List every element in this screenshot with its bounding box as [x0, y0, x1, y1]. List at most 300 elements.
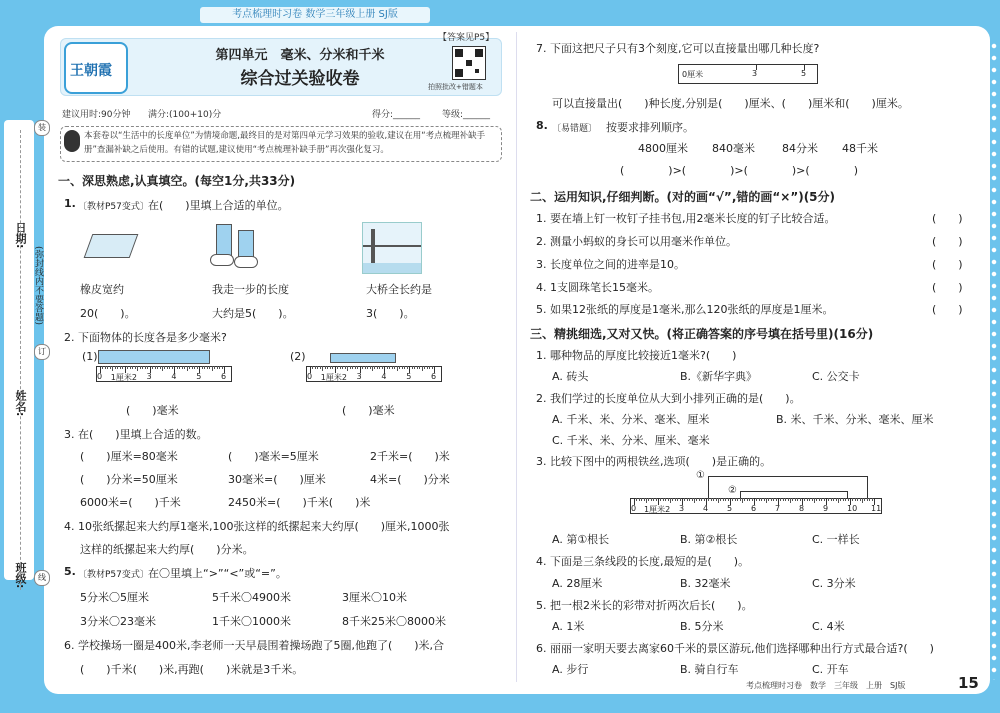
ruler-minor-tick — [720, 498, 721, 501]
ruler-minor-tick — [684, 498, 685, 501]
ruler-minor-tick — [670, 498, 671, 503]
q8-item: 84分米 — [782, 142, 818, 155]
ruler-minor-tick — [766, 498, 767, 503]
name-label: 姓名: — [14, 390, 27, 417]
ruler-minor-tick — [192, 366, 193, 369]
bridge-icon — [362, 222, 422, 274]
q8-item: 840毫米 — [712, 142, 755, 155]
choice-2-option[interactable]: B. 米、千米、分米、毫米、厘米 — [776, 413, 934, 426]
choice-5: 5. 把一根2米长的彩带对折两次后长( )。 — [536, 599, 753, 612]
ruler-minor-tick — [115, 366, 116, 369]
ruler-minor-tick — [855, 498, 856, 501]
ruler-tick-label: 3 — [679, 504, 685, 513]
ruler-tick-label: 5 — [196, 372, 202, 381]
qr-caption: 拍照批改+错题本 — [428, 83, 483, 91]
ruler-minor-tick — [651, 498, 652, 501]
q3-text: 3. 在( )里填上合适的数。 — [64, 428, 208, 441]
class-label: 班级: — [14, 562, 27, 589]
ruler-minor-tick — [756, 498, 757, 501]
q5-tag: 〔教材P57变式〕 — [78, 570, 149, 580]
ruler-minor-tick — [677, 498, 678, 501]
q8-tag: 〔易错题〕 — [552, 124, 598, 134]
ruler-minor-tick — [214, 366, 215, 369]
pencil-icon — [330, 353, 396, 363]
ruler-minor-tick — [694, 498, 695, 503]
choice-6: 6. 丽丽一家明天要去离家60千米的景区游玩,他们选择哪种出行方式最合适?( ) — [536, 642, 934, 655]
q3-cell[interactable]: ( )分米=50厘米 — [80, 473, 178, 486]
q8-number: 8. — [536, 119, 548, 132]
qr-code-icon[interactable] — [452, 46, 486, 80]
ruler-minor-tick — [660, 498, 661, 501]
ruler-minor-tick — [761, 498, 762, 501]
ruler-minor-tick — [656, 498, 657, 501]
choice-5-option[interactable]: B. 5分米 — [680, 620, 724, 633]
q3-cell[interactable]: ( )毫米=5厘米 — [228, 450, 319, 463]
ruler-minor-tick — [857, 498, 858, 501]
walking-feet-icon — [210, 224, 258, 270]
answer-reference: 【答案见P5】 — [438, 33, 495, 43]
ruler-minor-tick — [330, 366, 331, 369]
ruler-tick-label: 6 — [221, 372, 227, 381]
ruler-minor-tick — [350, 366, 351, 369]
q8-item: 48千米 — [842, 142, 878, 155]
header-band: 考点梳理时习卷 数学三年级上册 SJ版 — [200, 7, 430, 23]
judge-answer-3[interactable]: ( ) — [932, 258, 963, 271]
ruler-minor-tick — [332, 366, 333, 369]
ruler-tick-label: 1厘米2 — [110, 373, 137, 382]
ruler-minor-tick — [367, 366, 368, 369]
judge-answer-1[interactable]: ( ) — [932, 212, 963, 225]
ruler-minor-tick — [639, 498, 640, 501]
ruler-minor-tick — [675, 498, 676, 501]
choice-4-option[interactable]: B. 32毫米 — [680, 577, 731, 590]
ruler-minor-tick — [872, 498, 873, 501]
grade-field: 等级:______ — [442, 110, 491, 120]
binding-strip — [4, 120, 34, 580]
ruler-minor-tick — [790, 498, 791, 503]
ruler-tick-label: 10 — [847, 504, 858, 513]
q8-text: 按要求排列顺序。 — [606, 121, 694, 134]
ruler-minor-tick — [362, 366, 363, 369]
choice-6-option[interactable]: B. 骑自行车 — [680, 663, 739, 676]
ruler-minor-tick — [357, 366, 358, 369]
ruler-minor-tick — [843, 498, 844, 501]
ruler-minor-tick — [407, 366, 408, 369]
ruler-minor-tick — [692, 498, 693, 501]
q6-text: 6. 学校操场一圈是400米,李老师一天早晨围着操场跑了5圈,他跑了( )米,合 — [64, 639, 445, 652]
ruler-minor-tick — [184, 366, 185, 369]
q2-label-1: (1) — [82, 350, 98, 363]
ruler-minor-tick — [701, 498, 702, 501]
choice-3: 3. 比较下图中的两根铁丝,选项( )是正确的。 — [536, 455, 772, 468]
ruler-minor-tick — [182, 366, 183, 369]
ruler-2-ticks — [306, 366, 440, 396]
ruler-minor-tick — [713, 498, 714, 501]
ruler-tick-label: 7 — [775, 504, 781, 513]
ruler-minor-tick — [189, 366, 190, 369]
q5-cell[interactable]: 3分米〇23毫米 — [80, 615, 156, 628]
binding-hole: 订 — [34, 344, 50, 360]
page-number: 15 — [958, 674, 979, 692]
ruler-minor-tick — [833, 498, 834, 501]
ruler-minor-tick — [107, 366, 108, 369]
ruler-minor-tick — [219, 366, 220, 369]
ruler-tick-label: 3 — [146, 372, 152, 381]
ruler-minor-tick — [404, 366, 405, 369]
q2-blank-1[interactable]: ( )毫米 — [126, 404, 179, 417]
wire-1-label: ① — [696, 470, 705, 481]
judge-answer-2[interactable]: ( ) — [932, 235, 963, 248]
ruler-tick-label: 1厘米2 — [644, 505, 671, 514]
ruler-minor-tick — [312, 366, 313, 369]
choice-3-option[interactable]: C. 一样长 — [812, 533, 860, 546]
ruler-minor-tick — [742, 498, 743, 503]
ruler-minor-tick — [207, 366, 208, 369]
ruler-minor-tick — [723, 498, 724, 501]
ruler-minor-tick — [672, 498, 673, 501]
choice-2-option[interactable]: A. 千米、米、分米、毫米、厘米 — [552, 413, 710, 426]
measured-object-1 — [98, 350, 210, 364]
ruler-tick-label: 11 — [871, 504, 882, 513]
choice-1-option[interactable]: B.《新华字典》 — [680, 370, 758, 383]
q5-cell[interactable]: 5分米〇5厘米 — [80, 591, 149, 604]
ruler-minor-tick — [122, 366, 123, 369]
q1-blank-1[interactable]: 20( )。 — [80, 307, 136, 320]
ruler-minor-tick — [812, 498, 813, 501]
ruler-minor-tick — [735, 498, 736, 501]
ruler-minor-tick — [840, 498, 841, 501]
q3-cell[interactable]: 4米=( )分米 — [370, 473, 450, 486]
ruler-minor-tick — [355, 366, 356, 369]
ruler-minor-tick — [137, 366, 138, 371]
score-field: 得分:______ — [372, 110, 421, 120]
ruler-minor-tick — [342, 366, 343, 369]
wire-2-label: ② — [728, 485, 737, 496]
choice-4-option[interactable]: A. 28厘米 — [552, 577, 603, 590]
ruler-minor-tick — [704, 498, 705, 501]
ruler-minor-tick — [867, 498, 868, 501]
q2-blank-2[interactable]: ( )毫米 — [342, 404, 395, 417]
q7-text: 7. 下面这把尺子只有3个刻度,它可以直接量出哪几种长度? — [536, 42, 820, 55]
ruler-minor-tick — [783, 498, 784, 501]
q3-cell[interactable]: 2千米=( )米 — [370, 450, 450, 463]
ruler-minor-tick — [740, 498, 741, 501]
q4-text: 4. 10张纸摞起来大约厚1毫米,100张这样的纸摞起来大约厚( )厘米,1000张 — [64, 520, 450, 533]
ruler-tick-label: 8 — [799, 504, 805, 513]
q2-text: 2. 下面物体的长度各是多少毫米? — [64, 331, 227, 344]
ruler-minor-tick — [222, 366, 223, 369]
q1-number: 1. — [64, 197, 76, 210]
q3-cell[interactable]: 6000米=( )千米 — [80, 496, 181, 509]
ruler-tick-label: 6 — [751, 504, 757, 513]
ruler-minor-tick — [795, 498, 796, 501]
ruler-minor-tick — [668, 498, 669, 501]
ruler-minor-tick — [157, 366, 158, 369]
ruler-minor-tick — [687, 498, 688, 501]
ruler-minor-tick — [708, 498, 709, 501]
choice-4: 4. 下面是三条线段的长度,最短的是( )。 — [536, 555, 750, 568]
ruler-tick-label: 4 — [703, 504, 709, 513]
unit-title: 第四单元 毫米、分米和千米 — [215, 48, 385, 63]
ruler-minor-tick — [162, 366, 163, 371]
ruler-minor-tick — [147, 366, 148, 369]
ruler-minor-tick — [768, 498, 769, 501]
choice-4-option[interactable]: C. 3分米 — [812, 577, 856, 590]
ruler-minor-tick — [432, 366, 433, 369]
ruler-minor-tick — [689, 498, 690, 501]
ruler-tick-label: 1厘米2 — [320, 373, 347, 382]
ruler-minor-tick — [155, 366, 156, 369]
choice-1-option[interactable]: A. 砖头 — [552, 370, 589, 383]
judge-2: 2. 测量小蚂蚁的身长可以用毫米作单位。 — [536, 235, 737, 248]
q6-text-cont: ( )千米( )米,再跑( )米就是3千米。 — [80, 663, 304, 676]
ruler-minor-tick — [389, 366, 390, 369]
q1-item-3: 大桥全长约是 — [366, 283, 432, 296]
ruler-tick-label: 0 — [631, 504, 637, 513]
ruler-minor-tick — [132, 366, 133, 369]
section-3-title: 三、精挑细选,又对又快。(将正确答案的序号填在括号里)(16分) — [530, 327, 874, 341]
ruler-minor-tick — [422, 366, 423, 371]
ruler-minor-tick — [317, 366, 318, 369]
ruler-minor-tick — [831, 498, 832, 501]
ruler-minor-tick — [102, 366, 103, 369]
ruler-minor-tick — [142, 366, 143, 369]
tip-text: 本套卷以“生活中的长度单位”为情境命题,最终目的是对第四单元学习效果的验收,建议在用“考点梳理补缺手册”查漏补缺之后使用。有错的试题,建议使用“考点梳理补缺手册”再次强化复习。 — [84, 131, 486, 155]
ruler-minor-tick — [325, 366, 326, 369]
ruler-minor-tick — [392, 366, 393, 369]
eraser-icon — [84, 234, 139, 258]
ruler-minor-tick — [864, 498, 865, 501]
ruler-minor-tick — [145, 366, 146, 369]
ruler-minor-tick — [320, 366, 321, 369]
choice-3-option[interactable]: B. 第②根长 — [680, 533, 738, 546]
ruler-minor-tick — [636, 498, 637, 501]
ruler-minor-tick — [737, 498, 738, 501]
ruler-minor-tick — [797, 498, 798, 501]
ruler-tick-label: 3 — [356, 372, 362, 381]
ruler-minor-tick — [127, 366, 128, 369]
ruler-minor-tick — [387, 366, 388, 369]
ruler-minor-tick — [140, 366, 141, 369]
ruler-minor-tick — [347, 366, 348, 371]
choice-2: 2. 我们学过的长度单位从大到小排列正确的是( )。 — [536, 392, 801, 405]
ruler-minor-tick — [780, 498, 781, 501]
ruler-minor-tick — [869, 498, 870, 501]
ruler-minor-tick — [110, 366, 111, 369]
ruler-minor-tick — [773, 498, 774, 501]
ruler-minor-tick — [135, 366, 136, 369]
ruler-minor-tick — [665, 498, 666, 501]
judge-answer-5[interactable]: ( ) — [932, 303, 963, 316]
ruler-minor-tick — [372, 366, 373, 371]
ruler-minor-tick — [164, 366, 165, 369]
column-divider — [516, 32, 517, 682]
ruler-minor-tick — [382, 366, 383, 369]
judge-answer-4[interactable]: ( ) — [932, 281, 963, 294]
q3-cell[interactable]: 2450米=( )千米( )米 — [228, 496, 371, 509]
ruler-minor-tick — [365, 366, 366, 369]
judge-5: 5. 如果12张纸的厚度是1毫米,那么120张纸的厚度是1厘米。 — [536, 303, 834, 316]
ruler-minor-tick — [699, 498, 700, 501]
ruler-minor-tick — [167, 366, 168, 369]
ruler-minor-tick — [696, 498, 697, 501]
ruler-minor-tick — [327, 366, 328, 369]
ruler-minor-tick — [788, 498, 789, 501]
ruler-minor-tick — [807, 498, 808, 501]
choice-3-option[interactable]: A. 第①根长 — [552, 533, 610, 546]
q5-cell[interactable]: 3厘米〇10米 — [342, 591, 407, 604]
q8-order-blank[interactable]: ( )>( )>( )>( ) — [620, 164, 858, 177]
ruler-minor-tick — [414, 366, 415, 369]
footer-text: 考点梳理时习卷 数学 三年级 上册 SJ版 — [746, 681, 906, 690]
choice-2-option[interactable]: C. 千米、米、分米、厘米、毫米 — [552, 434, 710, 447]
q5-cell[interactable]: 8千米25米〇8000米 — [342, 615, 446, 628]
q7-ruler-label: 5 — [801, 69, 807, 78]
ruler-minor-tick — [120, 366, 121, 369]
q1-item-2: 我走一步的长度 — [212, 283, 289, 296]
ruler-minor-tick — [852, 498, 853, 501]
ruler-minor-tick — [169, 366, 170, 369]
ruler-minor-tick — [322, 366, 323, 371]
ruler-minor-tick — [663, 498, 664, 501]
ruler-minor-tick — [747, 498, 748, 501]
ruler-minor-tick — [653, 498, 654, 501]
ruler-minor-tick — [776, 498, 777, 501]
q5-cell[interactable]: 5千米〇4900米 — [212, 591, 291, 604]
ruler-tick-label: 5 — [727, 504, 733, 513]
q2-label-2: (2) — [290, 350, 306, 363]
choice-6-option[interactable]: C. 开车 — [812, 663, 849, 676]
ruler-minor-tick — [419, 366, 420, 369]
q1-blank-2[interactable]: 大约是5( )。 — [212, 307, 294, 320]
ruler-minor-tick — [424, 366, 425, 369]
ruler-minor-tick — [800, 498, 801, 501]
ruler-minor-tick — [828, 498, 829, 501]
ruler-minor-tick — [212, 366, 213, 371]
ruler-minor-tick — [172, 366, 173, 369]
q7-ruler-label: 0厘米 — [682, 70, 704, 79]
decor-dots — [990, 40, 998, 680]
ruler-minor-tick — [862, 498, 863, 503]
time-limit: 建议用时:90分钟 — [62, 110, 131, 120]
brand-logo-text: 王朝霞 — [70, 63, 112, 79]
ruler-minor-tick — [716, 498, 717, 501]
q4-text-cont: 这样的纸摞起来大约厚( )分米。 — [80, 543, 254, 556]
ruler-minor-tick — [352, 366, 353, 369]
seal-line — [20, 130, 21, 590]
ruler-minor-tick — [644, 498, 645, 501]
date-label: 日期: — [14, 222, 27, 249]
choice-5-option[interactable]: A. 1米 — [552, 620, 585, 633]
ruler-minor-tick — [711, 498, 712, 501]
ruler-minor-tick — [819, 498, 820, 501]
ruler-minor-tick — [814, 498, 815, 503]
section-1-title: 一、深思熟虑,认真填空。(每空1分,共33分) — [58, 174, 296, 188]
page-title: 综合过关验收卷 — [240, 69, 360, 89]
choice-3-ruler-ticks — [630, 498, 880, 528]
ruler-minor-tick — [744, 498, 745, 501]
ruler-minor-tick — [718, 498, 719, 503]
ruler-minor-tick — [749, 498, 750, 501]
q5-cell[interactable]: 1千米〇1000米 — [212, 615, 291, 628]
ruler-minor-tick — [429, 366, 430, 369]
ruler-minor-tick — [412, 366, 413, 369]
ruler-minor-tick — [345, 366, 346, 369]
ruler-minor-tick — [204, 366, 205, 369]
ruler-minor-tick — [394, 366, 395, 369]
ruler-minor-tick — [848, 498, 849, 501]
choice-1-option[interactable]: C. 公交卡 — [812, 370, 860, 383]
ruler-minor-tick — [337, 366, 338, 369]
ruler-minor-tick — [824, 498, 825, 501]
ruler-minor-tick — [725, 498, 726, 501]
q1-tag: 〔教材P57变式〕 — [78, 202, 149, 212]
ruler-minor-tick — [209, 366, 210, 369]
judge-3: 3. 长度单位之间的进率是10。 — [536, 258, 685, 271]
ruler-minor-tick — [130, 366, 131, 369]
ruler-minor-tick — [809, 498, 810, 501]
ruler-minor-tick — [117, 366, 118, 369]
q3-cell[interactable]: 30毫米=( )厘米 — [228, 473, 326, 486]
ruler-minor-tick — [752, 498, 753, 501]
ruler-tick-label: 4 — [171, 372, 177, 381]
ruler-tick-label: 4 — [381, 372, 387, 381]
ruler-minor-tick — [112, 366, 113, 371]
ruler-minor-tick — [732, 498, 733, 501]
q8-item: 4800厘米 — [638, 142, 688, 155]
ruler-minor-tick — [785, 498, 786, 501]
ruler-tick-label: 5 — [406, 372, 412, 381]
judge-4: 4. 1支圆珠笔长15毫米。 — [536, 281, 659, 294]
ruler-minor-tick — [152, 366, 153, 369]
ruler-tick-label: 9 — [823, 504, 829, 513]
judge-1: 1. 要在墙上钉一枚钉子挂书包,用2毫米长度的钉子比较合适。 — [536, 212, 836, 225]
q1-blank-3[interactable]: 3( )。 — [366, 307, 415, 320]
q1-text: 在( )里填上合适的单位。 — [148, 199, 289, 212]
choice-6-option[interactable]: A. 步行 — [552, 663, 589, 676]
ruler-minor-tick — [804, 498, 805, 501]
ruler-minor-tick — [315, 366, 316, 369]
ruler-1-ticks — [96, 366, 230, 396]
ruler-minor-tick — [377, 366, 378, 369]
q7-ruler-label: 3 — [752, 69, 758, 78]
ruler-minor-tick — [374, 366, 375, 369]
ruler-minor-tick — [641, 498, 642, 501]
ruler-minor-tick — [648, 498, 649, 501]
ruler-tick-label: 0 — [97, 372, 103, 381]
ruler-minor-tick — [399, 366, 400, 369]
ruler-minor-tick — [340, 366, 341, 369]
ruler-minor-tick — [402, 366, 403, 369]
ruler-minor-tick — [202, 366, 203, 369]
ruler-minor-tick — [764, 498, 765, 501]
full-score: 满分:(100+10)分 — [148, 110, 222, 120]
ruler-minor-tick — [845, 498, 846, 501]
q5-text: 在〇里填上“>”“<”或“=”。 — [148, 567, 287, 580]
binding-hole: 线 — [34, 570, 50, 586]
ruler-minor-tick — [646, 498, 647, 503]
ruler-minor-tick — [397, 366, 398, 371]
seal-note: (弥封线内不要答题) — [33, 246, 43, 326]
ruler-minor-tick — [179, 366, 180, 369]
q3-cell[interactable]: ( )厘米=80毫米 — [80, 450, 178, 463]
choice-5-option[interactable]: C. 4米 — [812, 620, 845, 633]
ruler-minor-tick — [838, 498, 839, 503]
ruler-minor-tick — [187, 366, 188, 371]
ruler-minor-tick — [792, 498, 793, 501]
q7-blank[interactable]: 可以直接量出( )种长度,分别是( )厘米、( )厘米和( )厘米。 — [552, 97, 909, 110]
q5-number: 5. — [64, 565, 76, 578]
